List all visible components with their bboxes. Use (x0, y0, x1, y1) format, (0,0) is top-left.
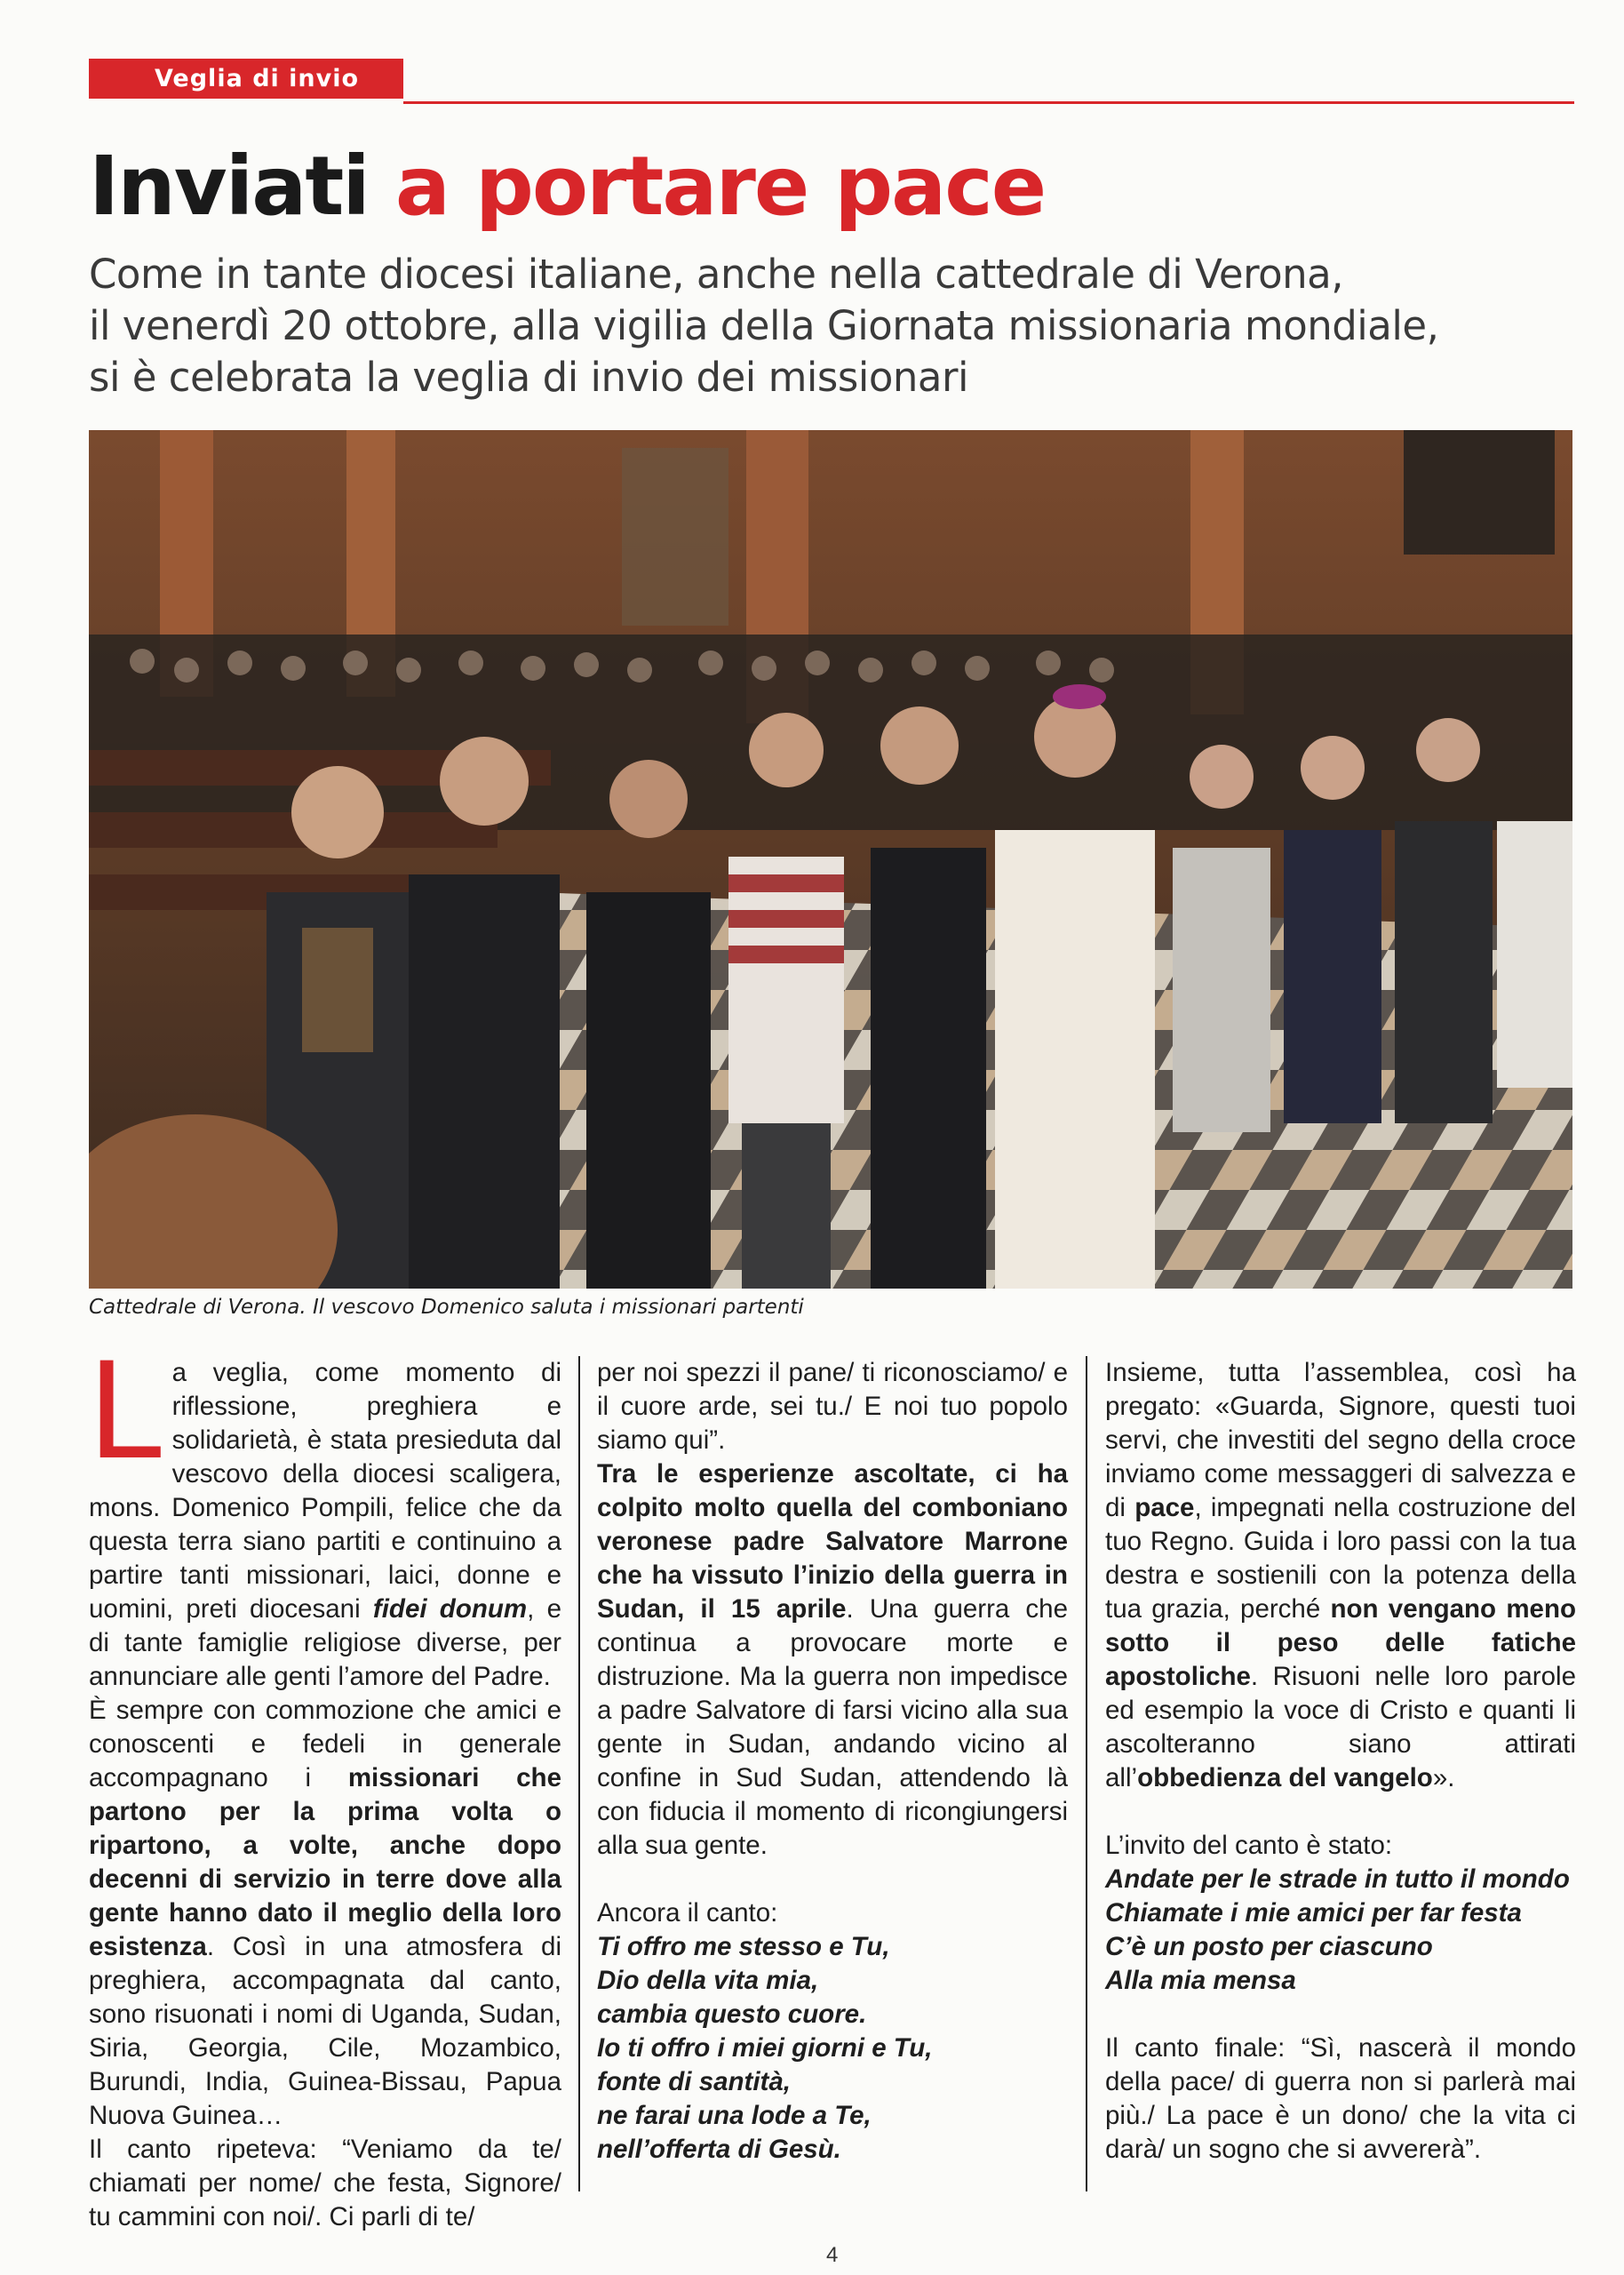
text-run-bold: missionari che partono per la prima volta o ripartono, a volte, anche dopo decenni di servizio in terre dove alla gente hanno dato il meglio della loro esistenza (89, 1763, 561, 1961)
verse-line: Io ti offro i miei giorni e Tu, (597, 2033, 933, 2063)
section-label: Veglia di invio (89, 59, 403, 99)
headline-part-black: Inviati (89, 139, 369, 234)
text-run-bold-italic: fidei donum (372, 1594, 528, 1624)
verse-line: ne farai una lode a Te, (597, 2101, 872, 2130)
subtitle-line: il venerdì 20 ottobre, alla vigilia della Giornata missionaria mondiale, (89, 302, 1439, 349)
article-column-1 (87, 1335, 561, 2234)
drop-cap: L (87, 1335, 162, 1489)
verse-line: C’è un posto per ciascuno (1105, 1932, 1433, 1961)
verse-line: Dio della vita mia, (597, 1966, 819, 1995)
text-run: , impegnati nella costruzione del tuo Regno. Guida i loro passi con la tua destra e sostienili con la potenza della tua grazia, perché (1105, 1493, 1576, 1624)
headline-part-red: a portare pace (394, 139, 1046, 234)
subtitle-line: Come in tante diocesi italiane, anche nella cattedrale di Verona, (89, 251, 1344, 298)
section-rule (403, 101, 1574, 104)
paragraph: L’invito del canto è stato: (1105, 1831, 1393, 1860)
cathedral-photo (89, 430, 1572, 1289)
text-run-bold: Tra le esperienze ascoltate, ci ha colpito molto quella del comboniano veronese padre Salvatore Marrone che ha vissuto l’inizio della guerra in Sudan, il 15 aprile (597, 1459, 1068, 1624)
paragraph (89, 1694, 561, 2133)
headline (89, 133, 1045, 240)
verse-line: cambia questo cuore. (597, 2000, 867, 2029)
text-run-bold: non vengano meno sotto il peso delle fatiche apostoliche (1105, 1594, 1576, 1691)
paragraph (1105, 1356, 1576, 1795)
paragraph: Il canto finale: “Sì, nascerà il mondo della pace/ di guerra non si parlerà mai più./ La pace è un dono/ che la vita ci darà/ un sogno che si avvererà”. (1105, 2033, 1576, 2164)
paragraph (87, 1335, 561, 1694)
paragraph (597, 1457, 1068, 1863)
text-run: . Risuoni nelle loro parole ed esempio la voce di Cristo e quanti li ascolteranno siano attirati all’ (1105, 1662, 1576, 1792)
text-run: Insieme, tutta l’assemblea, così ha pregato: «Guarda, Signore, questi tuoi servi, che investiti del segno della croce inviamo come messaggeri di salvezza e di (1105, 1358, 1576, 1522)
text-run-bold: obbedienza del vangelo (1137, 1763, 1433, 1792)
verse-line: Andate per le strade in tutto il mondo (1105, 1864, 1570, 1894)
text-run: . Così in una atmosfera di preghiera, accompagnata dal canto, sono risuonati i nomi di Uganda, Sudan, Siria, Georgia, Cile, Mozambico, Burundi, India, Guinea-Bissau, Papua Nuova Guinea… (89, 1932, 561, 2130)
article-column-2 (597, 1356, 1068, 2167)
text-run-bold: pace (1134, 1493, 1195, 1522)
article-column-3 (1105, 1356, 1576, 2167)
text-run: . Una guerra che continua a provocare morte e distruzione. Ma la guerra non impedisce a padre Salvatore di farsi vicino alla sua gente in Sudan, andando vicino al confine in Sud Sudan, attendendo là con fiducia il momento di ricongiungersi alla sua gente. (597, 1594, 1068, 1860)
column-divider (1086, 1356, 1087, 2191)
paragraph: Ancora il canto: (597, 1898, 778, 1928)
subtitle (89, 249, 1475, 403)
column-divider (578, 1356, 580, 2191)
paragraph: Il canto ripeteva: “Veniamo da te/ chiamati per nome/ che festa, Signore/ tu cammini con noi/. Ci parli di te/ (89, 2135, 561, 2231)
verse-line: nell’offerta di Gesù. (597, 2135, 841, 2164)
subtitle-line: si è celebrata la veglia di invio dei missionari (89, 354, 968, 401)
text-run: È sempre con commozione che amici e conoscenti e fedeli in generale accompagnano i (89, 1696, 561, 1792)
song-verse (597, 1930, 1068, 2167)
page-number: 4 (826, 2243, 839, 2267)
paragraph: per noi spezzi il pane/ ti riconosciamo/ e il cuore arde, sei tu./ E noi tuo popolo siamo qui”. (597, 1358, 1068, 1455)
text-run: ». (1432, 1763, 1455, 1792)
verse-line: fonte di santità, (597, 2067, 791, 2096)
verse-line: Alla mia mensa (1105, 1966, 1296, 1995)
verse-line: Chiamate i mie amici per far festa (1105, 1898, 1522, 1928)
verse-line: Ti offro me stesso e Tu, (597, 1932, 890, 1961)
text-run: a veglia, come momento di riflessione, preghiera e solidarietà, è stata presieduta dal vescovo della diocesi scaligera, mons. Domenico Pompili, felice che da questa terra siano partiti e continuino a partire tanti missionari, laici, donne e uomini, preti diocesani (89, 1358, 561, 1624)
text-run: , e di tante famiglie religiose diverse, per annunciare alle genti l’amore del Padre. (89, 1594, 561, 1691)
song-verse (1105, 1863, 1576, 1998)
photo-caption: Cattedrale di Verona. Il vescovo Domenico saluta i missionari partenti (89, 1296, 804, 1319)
